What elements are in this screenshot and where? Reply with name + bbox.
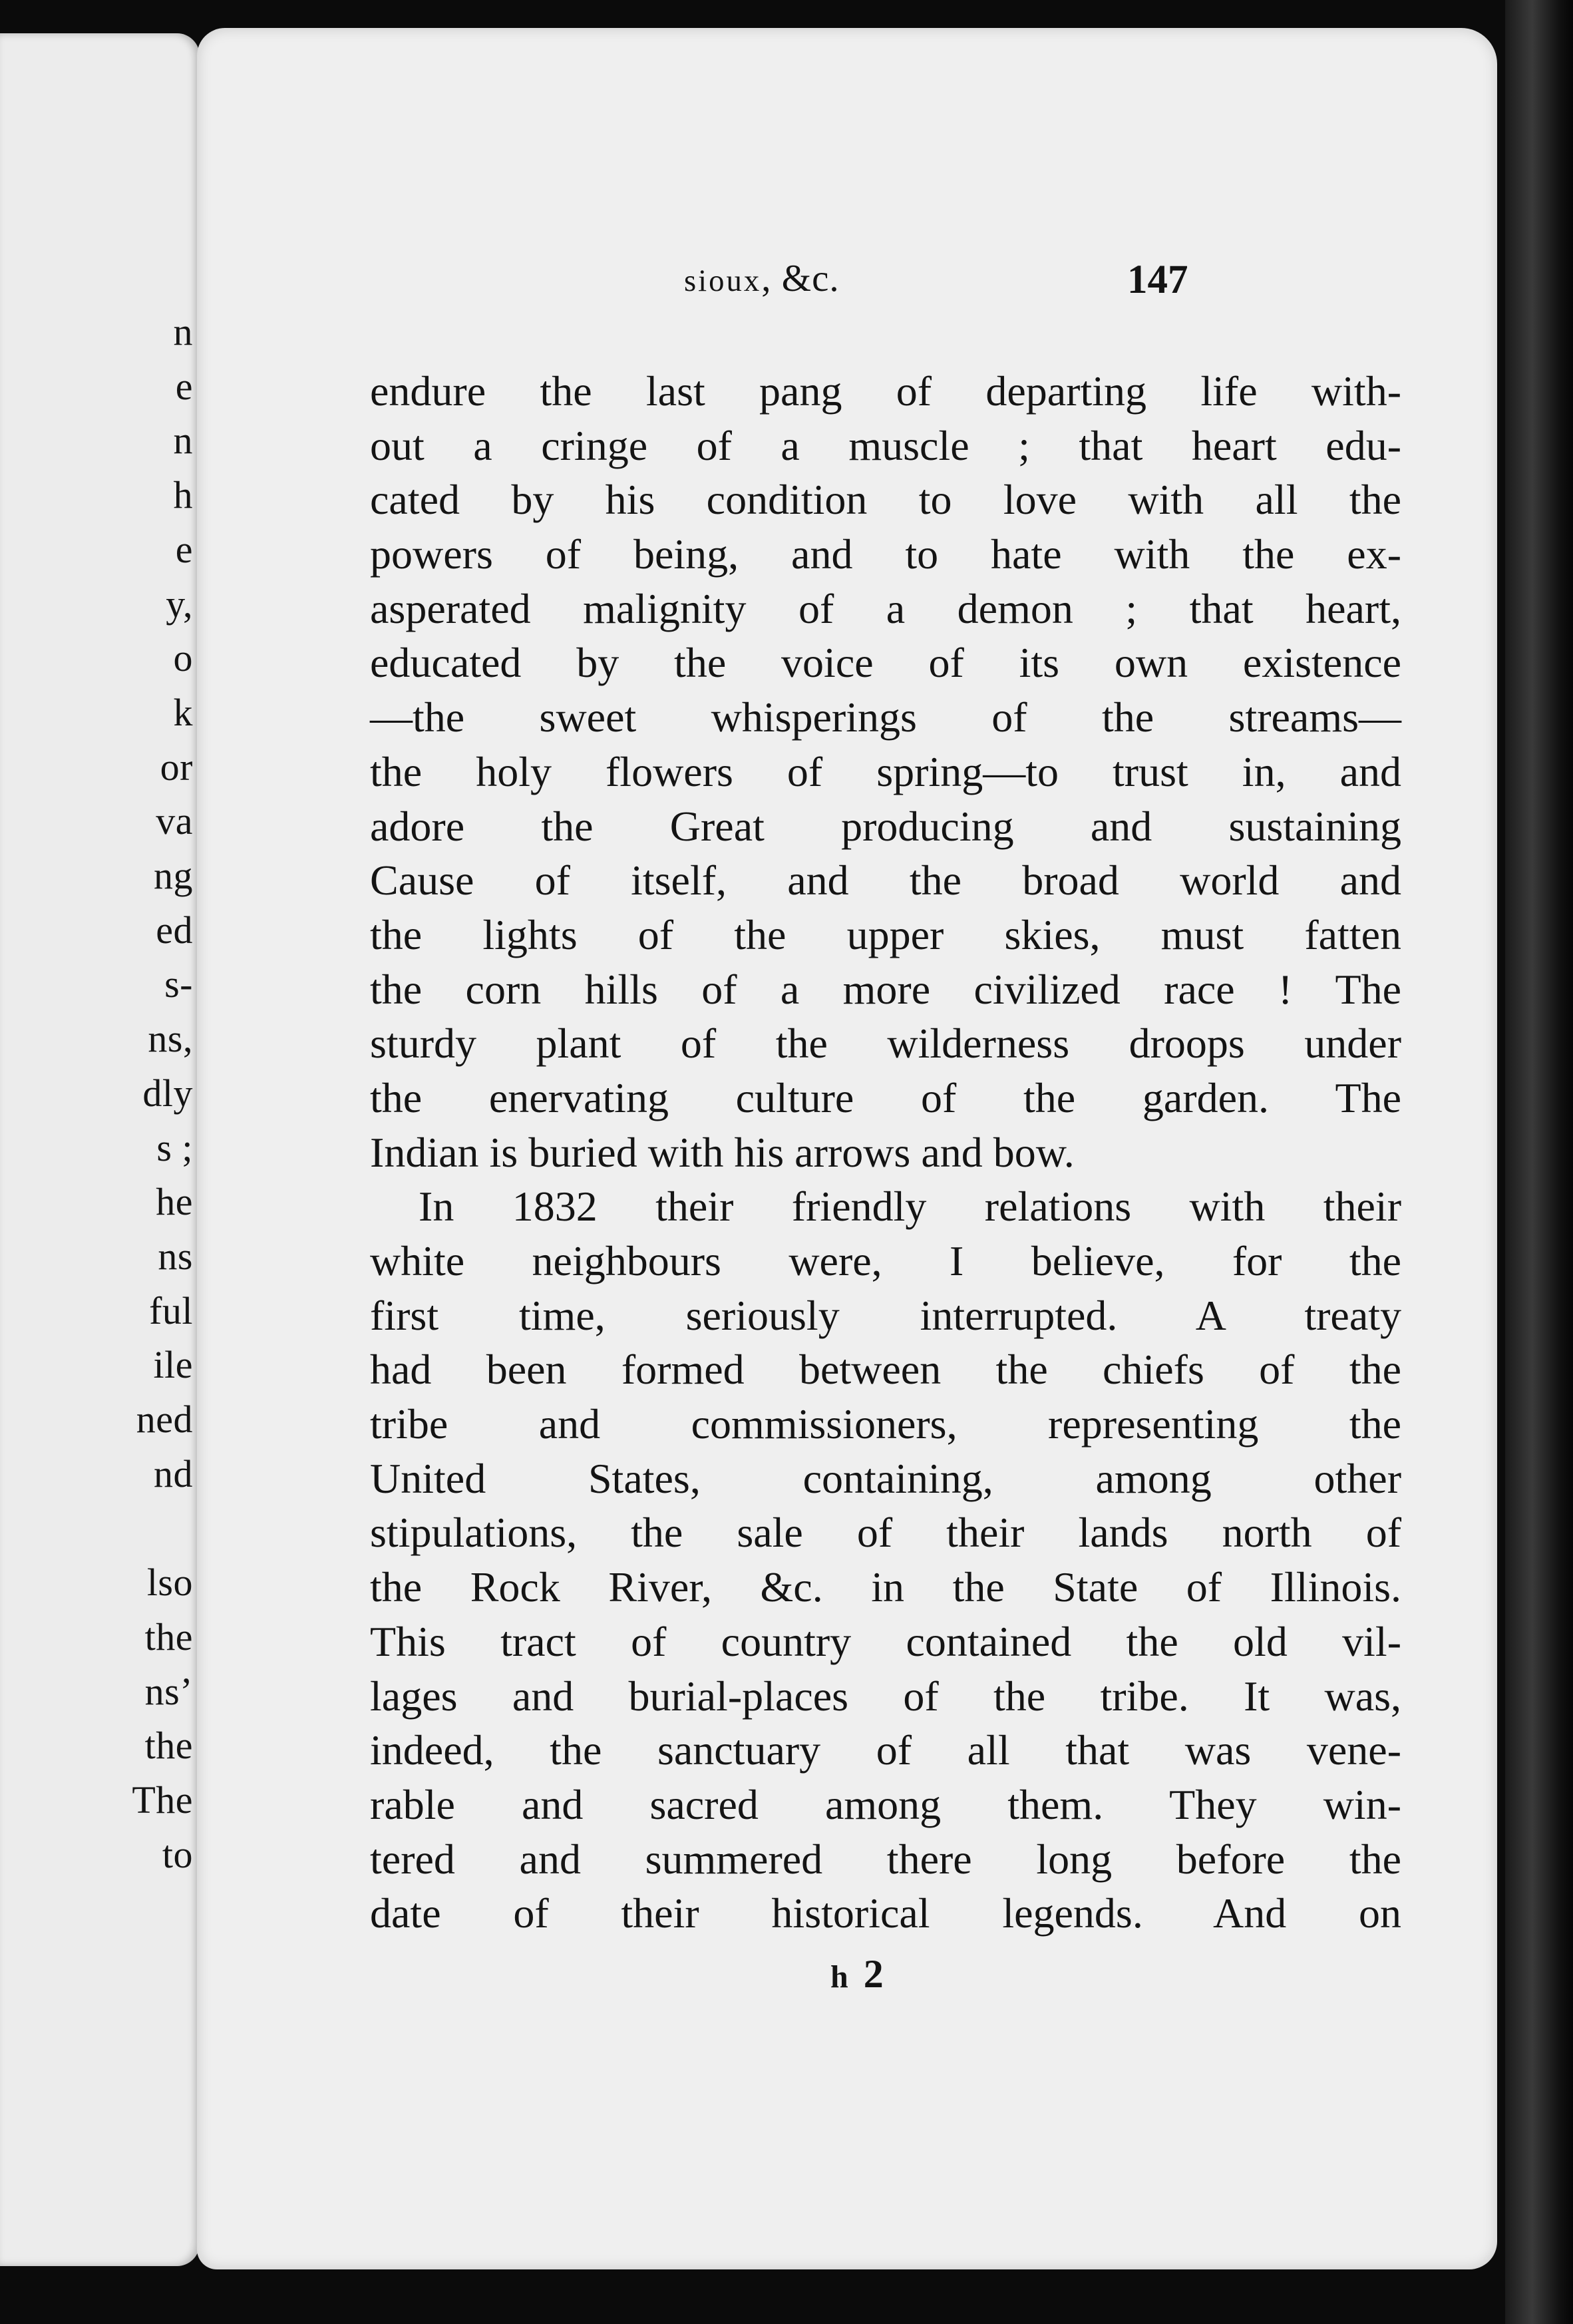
left-page-fragment: n (173, 310, 193, 353)
left-page-fragment: the (144, 1724, 193, 1768)
page-header (197, 257, 1497, 317)
text-line: endure the last pang of departing life with- (370, 367, 1401, 415)
left-page-fragment: ful (149, 1288, 193, 1332)
text-line: Cause of itself, and the broad world and (370, 857, 1401, 904)
left-page-fragment: to (162, 1832, 193, 1876)
text-line: the Rock River, &c. in the State of Illinois. (370, 1563, 1401, 1611)
text-line: educated by the voice of its own existence (370, 639, 1401, 687)
left-page-fragment: nd (154, 1452, 193, 1495)
running-head-rest: , &c. (761, 258, 840, 299)
page-number: 147 (1127, 258, 1188, 302)
text-line: tered and summered there long before the (370, 1835, 1401, 1883)
text-line: indeed, the sanctuary of all that was vene- (370, 1726, 1401, 1774)
text-line: —the sweet whisperings of the streams— (370, 693, 1401, 741)
text-line: powers of being, and to hate with the ex- (370, 530, 1401, 578)
text-line: sturdy plant of the wilderness droops under (370, 1020, 1401, 1067)
text-line: had been formed between the chiefs of the (370, 1346, 1401, 1394)
text-line: white neighbours were, I believe, for the (370, 1237, 1401, 1284)
text-line: lages and burial-places of the tribe. It was, (370, 1672, 1401, 1720)
running-head (684, 257, 840, 300)
text-line: United States, containing, among other (370, 1454, 1401, 1502)
signature-number: 2 (863, 1952, 886, 1996)
left-page-fragment: ns, (148, 1017, 193, 1061)
left-page-fragment: lso (146, 1561, 193, 1605)
text-line: the lights of the upper skies, must fatten (370, 910, 1401, 958)
text-line: stipulations, the sale of their lands north of (370, 1509, 1401, 1557)
signature-letter: h (830, 1959, 851, 1995)
book-page (197, 28, 1497, 2269)
left-page-fragment: ns (158, 1234, 193, 1278)
left-page-fragment: the (144, 1615, 193, 1658)
text-line: date of their historical legends. And on (370, 1889, 1401, 1937)
left-page-fragment: he (156, 1180, 193, 1224)
signature-mark (830, 1951, 886, 1997)
text-line: adore the Great producing and sustaining (370, 802, 1401, 850)
left-page-fragment: ed (156, 908, 193, 952)
text-line: asperated malignity of a demon ; that heart, (370, 584, 1401, 632)
text-line: rable and sacred among them. They win- (370, 1780, 1401, 1828)
text-line: first time, seriously interrupted. A treaty (370, 1291, 1401, 1339)
left-page-fragment: e (175, 527, 193, 571)
left-page-fragment: n (173, 419, 193, 463)
left-page-fragment: ns’ (144, 1669, 193, 1713)
left-page-fragment: o (173, 636, 193, 680)
text-line: This tract of country contained the old vil- (370, 1617, 1401, 1665)
text-line: the holy flowers of spring—to trust in, and (370, 747, 1401, 795)
previous-page-edge (0, 33, 200, 2266)
left-page-fragment: ile (153, 1343, 193, 1387)
left-page-fragment: k (173, 690, 193, 734)
left-page-fragment: s- (164, 962, 193, 1006)
text-line: the corn hills of a more civilized race ! The (370, 965, 1401, 1013)
body-text (370, 364, 1401, 1941)
left-page-fragment: or (160, 745, 193, 789)
left-page-fragment: e (175, 364, 193, 408)
left-page-fragment: s ; (156, 1125, 193, 1169)
text-line: Indian is buried with his arrows and bow. (370, 1128, 1075, 1176)
text-line: tribe and commissioners, representing the (370, 1400, 1401, 1448)
left-page-fragment: va (156, 799, 193, 843)
left-page-fragment: dly (142, 1071, 193, 1115)
book-edge (1505, 0, 1573, 2324)
left-page-fragment: ng (154, 854, 193, 897)
left-page-fragment: h (173, 473, 193, 517)
text-line: cated by his condition to love with all the (370, 476, 1401, 524)
left-page-fragment: y, (166, 582, 193, 626)
left-page-fragment: ned (136, 1398, 193, 1441)
text-line: out a cringe of a muscle ; that heart edu- (370, 421, 1401, 469)
text-line: the enervating culture of the garden. The (370, 1073, 1401, 1121)
running-head-word: sioux (684, 264, 762, 298)
text-line: In 1832 their friendly relations with their (419, 1183, 1401, 1231)
left-page-fragment: The (132, 1778, 193, 1822)
